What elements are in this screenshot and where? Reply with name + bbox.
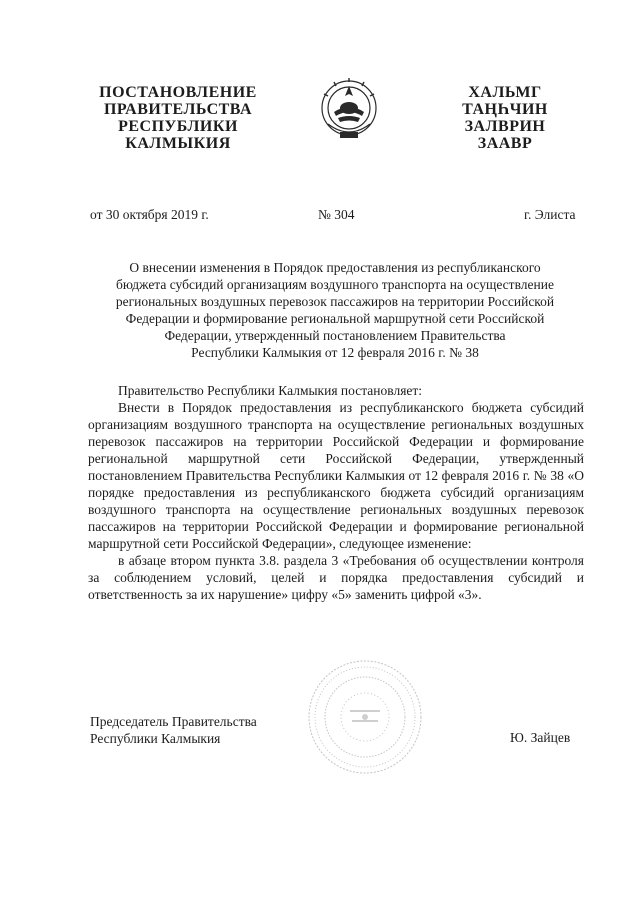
header-line: ХАЛЬМГ xyxy=(468,84,542,101)
header-line: ПРАВИТЕЛЬСТВА xyxy=(103,101,253,118)
document-title xyxy=(90,259,580,361)
title-line: Федерации и формирование региональной маршрутной сети Российской xyxy=(125,311,545,326)
body-paragraph: Внести в Порядок предоставления из республиканского бюджета субсидий организациям воздушного транспорта на осуществление региональных воздушных перевозок пассажиров на территории Российской Федерации и формирование региональной маршрутной сети Российской Федерации, утвержденный постановлением Правительства Республики Калмыкия от 12 февраля 2016 г. № 38 «О порядке предоставления из республиканского бюджета субсидий организациям воздушного транспорта на осуществление региональных воздушных перевозок пассажиров на территории Российской Федерации и формирование региональной маршрутной сети Российской Федерации», следующее изменение: xyxy=(88,400,584,551)
header-line: КАЛМЫКИЯ xyxy=(125,135,231,152)
title-line: Республики Калмыкия от 12 февраля 2016 г. № 38 xyxy=(191,345,479,360)
header-line: ПОСТАНОВЛЕНИЕ xyxy=(99,84,257,101)
signer-position-line: Председатель Правительства xyxy=(90,714,257,729)
document-date: от 30 октября 2019 г. xyxy=(90,207,209,222)
title-line: Федерации, утвержденный постановлением Правительства xyxy=(164,328,506,343)
header-line: ЗААВР xyxy=(477,135,533,152)
body-paragraph: Правительство Республики Калмыкия постановляет: xyxy=(118,383,423,398)
signer-name: Ю. Зайцев xyxy=(510,730,571,745)
header-line: ТАҢҺЧИН xyxy=(462,101,548,118)
document-number: № 304 xyxy=(318,207,355,222)
header-line: ЗАЛВРИН xyxy=(464,118,546,135)
body-paragraph: в абзаце втором пункта 3.8. раздела 3 «Требования об осуществлении контроля за соблюдением условий, целей и порядка предоставления субсидий и ответственность за их нарушение» цифру «5» заменить цифрой «3». xyxy=(88,553,584,602)
title-line: бюджета субсидий организациям воздушного транспорта на осуществление xyxy=(116,277,554,292)
signer-position xyxy=(90,713,257,747)
header-line: РЕСПУБЛИКИ xyxy=(118,118,238,135)
official-seal-icon xyxy=(306,658,424,776)
document-body xyxy=(88,382,584,603)
signer-position-line: Республики Калмыкия xyxy=(90,731,221,746)
header-russian xyxy=(88,84,268,152)
title-line: региональных воздушных перевозок пассажиров на территории Российской xyxy=(115,294,555,309)
title-line: О внесении изменения в Порядок предоставления из республиканского xyxy=(129,260,541,275)
document-city: г. Элиста xyxy=(524,207,576,222)
kalmykia-emblem-icon xyxy=(318,74,380,146)
header-kalmyk xyxy=(440,84,570,152)
